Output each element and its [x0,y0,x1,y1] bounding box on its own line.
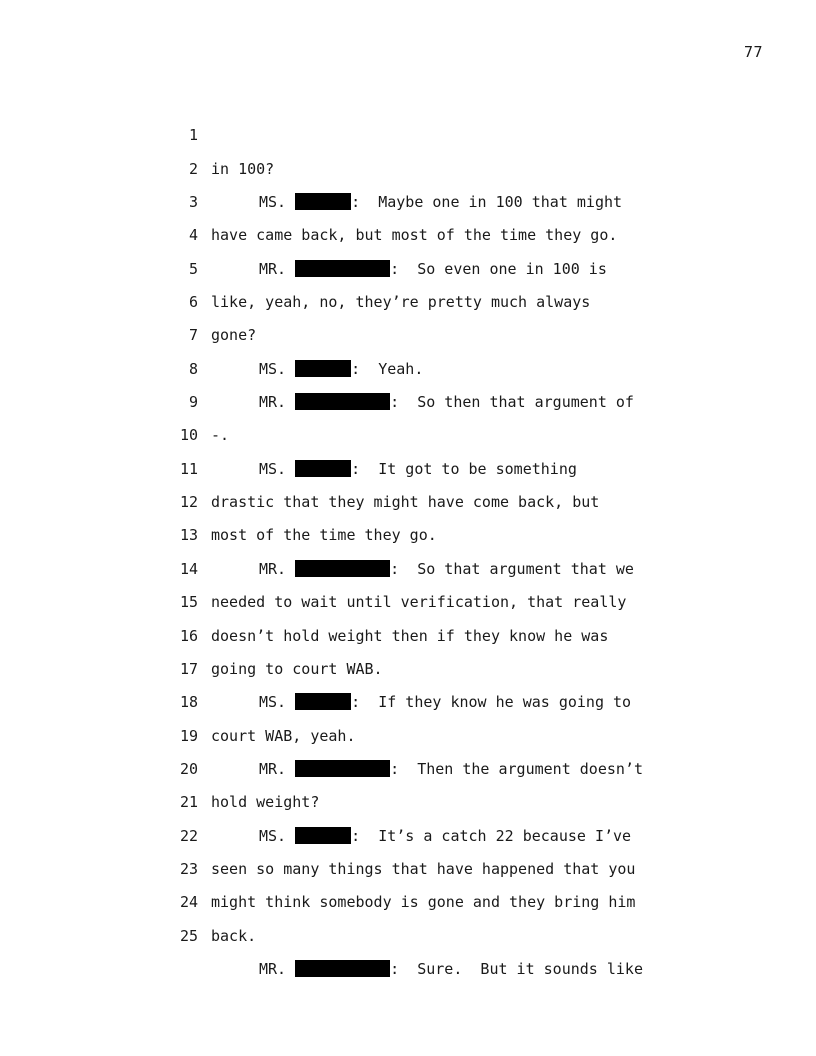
transcript-body [0,86,816,978]
line-number: 6 [188,293,198,312]
speaker-turn [259,953,643,986]
line-text: going to court WAB. [211,659,383,678]
transcript-line [0,86,816,178]
line-text: in 100? [211,159,275,178]
line-text: : Sure. But it sounds like [390,959,643,978]
line-number: 15 [179,593,198,612]
line-text: : So even one in 100 is [390,259,607,278]
line-text: most of the time they go. [211,526,437,545]
redaction-box [295,960,390,977]
line-text: : If they know he was going to [351,693,632,712]
line-number: 22 [179,826,198,845]
line-number: 25 [179,926,198,945]
line-text: gone? [211,326,257,345]
line-number: 21 [179,793,198,812]
line-text: : It got to be something [351,459,577,478]
line-number: 17 [179,659,198,678]
line-text: seen so many things that have happened that you [211,859,636,878]
speaker-title: MR. [259,559,287,578]
line-number: 3 [188,193,198,212]
line-text: like, yeah, no, they’re pretty much always [211,293,591,312]
line-number: 10 [179,426,198,445]
speaker-title: MR. [259,393,287,412]
line-number: 2 [188,159,198,178]
line-text: : So then that argument of [390,393,634,412]
speaker-title: MR. [259,759,287,778]
line-text: -. [211,426,230,445]
line-text: court WAB, yeah. [211,726,356,745]
line-number: 9 [188,393,198,412]
line-text: : It’s a catch 22 because I’ve [351,826,632,845]
line-number: 8 [188,359,198,378]
line-text: : Maybe one in 100 that might [351,193,623,212]
line-text: might think somebody is gone and they bring him [211,893,636,912]
line-text: doesn’t hold weight then if they know he was [211,626,609,645]
speaker-title: MS. [259,193,287,212]
line-text: hold weight? [211,793,320,812]
line-text: : So that argument that we [390,559,634,578]
line-number: 5 [188,259,198,278]
speaker-title: MR. [259,259,287,278]
line-text: needed to wait until verification, that really [211,593,627,612]
speaker-title: MR. [259,959,287,978]
line-number: 1 [188,126,198,145]
line-number: 4 [188,226,198,245]
line-number: 12 [179,493,198,512]
line-text: : Then the argument doesn’t [390,759,643,778]
line-number: 24 [179,893,198,912]
speaker-title: MS. [259,693,287,712]
line-number: 14 [179,559,198,578]
line-number: 18 [179,693,198,712]
page-number: 77 [743,43,763,61]
transcript-line [0,119,816,212]
line-text: drastic that they might have come back, but [211,493,600,512]
line-number: 11 [179,459,198,478]
speaker-title: MS. [259,459,287,478]
line-number: 20 [179,759,198,778]
line-number: 7 [188,326,198,345]
speaker-title: MS. [259,826,287,845]
speaker-title: MS. [259,359,287,378]
line-number: 13 [179,526,198,545]
line-text: back. [211,926,257,945]
line-number: 23 [179,859,198,878]
line-text: : Yeah. [351,359,424,378]
line-number: 19 [179,726,198,745]
line-number: 16 [179,626,198,645]
line-text: have came back, but most of the time they go. [211,226,618,245]
